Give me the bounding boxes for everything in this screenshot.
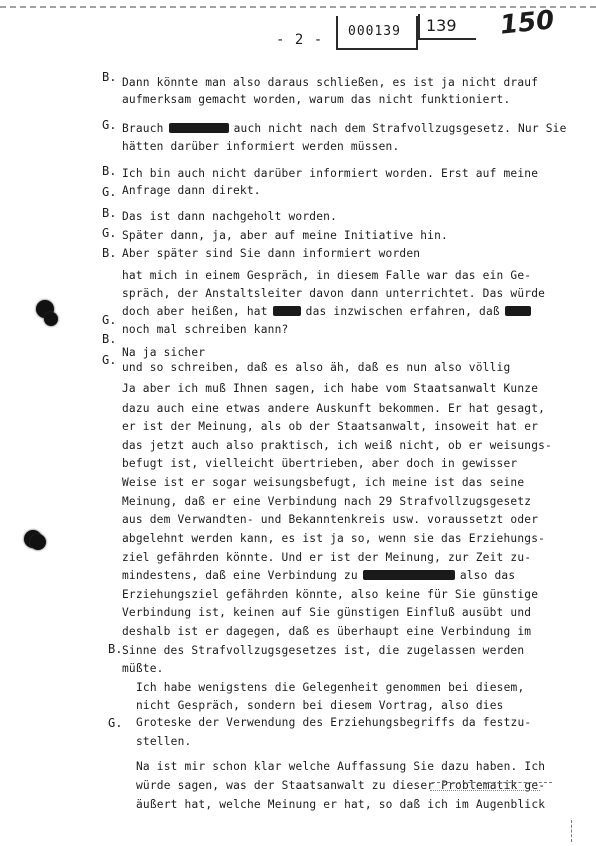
transcript-line xyxy=(122,569,515,582)
transcript-line xyxy=(122,402,545,415)
transcript-line xyxy=(122,551,531,564)
speaker-label: B. xyxy=(102,206,117,220)
line-text: Brauch xyxy=(122,122,164,135)
line-text: Aber später sind Sie dann informiert worden xyxy=(122,247,421,260)
speaker-label: G. xyxy=(102,226,117,240)
line-text: Na ja sicher xyxy=(122,346,206,359)
speaker-label: B. xyxy=(102,70,117,84)
line-text: Ich habe wenigstens die Gelegenheit genommen bei diesem, xyxy=(136,681,525,694)
redaction-bar xyxy=(363,570,455,580)
transcript-line xyxy=(122,476,524,489)
punch-hole-icon xyxy=(44,312,58,326)
transcript-line xyxy=(122,606,531,619)
transcript-line xyxy=(122,76,538,89)
archive-stamp-side xyxy=(418,14,476,40)
transcript-line xyxy=(122,122,567,135)
transcript-line xyxy=(122,625,531,638)
line-text: Meinung, daß er eine Verbindung nach 29 Strafvollzugsgesetz xyxy=(122,495,532,508)
line-text: Weise ist er sogar weisungsbefugt, ich meine ist das seine xyxy=(122,476,525,489)
line-text: hat mich in einem Gespräch, in diesem Falle war das ein Ge- xyxy=(122,269,532,282)
line-text: nicht Gespräch, sondern bei diesem Vortrag, also dies xyxy=(136,699,504,712)
speaker-label: B. xyxy=(108,642,123,656)
bottom-dotted-line xyxy=(432,782,552,783)
speaker-label: G. xyxy=(102,118,117,132)
transcript-line xyxy=(122,532,545,545)
line-text: er ist der Meinung, als ob der Staatsanwalt, insoweit hat er xyxy=(122,420,539,433)
line-text: Groteske der Verwendung des Erziehungsbegriffs da festzu- xyxy=(136,716,532,729)
transcript-line xyxy=(122,588,538,601)
archive-stamp-number: 000139 xyxy=(348,24,401,39)
transcript-line xyxy=(122,361,510,374)
line-text: Erziehungsziel gefährden könnte, also keine für Sie günstige xyxy=(122,588,539,601)
transcript-line xyxy=(122,495,531,508)
line-text: Verbindung ist, keinen auf Sie günstigen Einfluß ausübt und xyxy=(122,606,532,619)
speaker-label: G. xyxy=(102,185,117,199)
transcript-line xyxy=(122,346,205,359)
transcript-line xyxy=(122,420,538,433)
transcript-line xyxy=(136,760,545,773)
line-text: stellen. xyxy=(136,735,192,748)
line-text: würde sagen, was der Staatsanwalt zu dieser Problematik ge- xyxy=(136,779,546,792)
transcript-line xyxy=(136,798,545,811)
line-text: das jetzt auch also praktisch, ich weiß nicht, ob er weisungs- xyxy=(122,439,552,452)
line-text: Sinne des Strafvollzugsgesetzes ist, die zugelassen werden xyxy=(122,644,525,657)
line-text: deshalb ist er dagegen, daß es überhaupt eine Verbindung im xyxy=(122,625,532,638)
line-text: mindestens, daß eine Verbindung zu xyxy=(122,569,358,582)
page-number: - 2 - xyxy=(276,32,324,48)
transcript-line xyxy=(122,662,164,675)
line-text: äußert hat, welche Meinung er hat, so daß ich im Augenblick xyxy=(136,798,546,811)
transcript-line xyxy=(122,229,448,242)
transcript-line xyxy=(136,681,524,694)
redaction-bar xyxy=(273,306,301,316)
transcript-line xyxy=(122,439,552,452)
line-text: Na ist mir schon klar welche Auffassung Sie dazu haben. Ich xyxy=(136,760,546,773)
transcript-line xyxy=(122,167,538,180)
speaker-label: B. xyxy=(102,332,117,346)
line-text: hätten darüber informiert werden müssen. xyxy=(122,140,400,153)
transcript-line xyxy=(136,735,191,748)
transcript-line xyxy=(122,184,261,197)
transcript-line xyxy=(122,140,399,153)
redaction-bar xyxy=(505,306,531,316)
line-text: abgelehnt werden kann, es ist ja so, wenn sie das Erziehungs- xyxy=(122,532,546,545)
transcript-line xyxy=(122,305,531,318)
speaker-label: G. xyxy=(102,313,117,327)
line-text: Dann könnte man also daraus schließen, es ist ja nicht drauf xyxy=(122,76,539,89)
line-text: auch nicht nach dem Strafvollzugsgesetz. Nur Sie xyxy=(233,122,567,135)
transcript-line xyxy=(122,513,538,526)
line-text: das inzwischen erfahren, daß xyxy=(305,305,500,318)
edge-marks xyxy=(571,820,584,842)
transcript-line xyxy=(122,269,531,282)
line-text: also das xyxy=(459,569,516,582)
line-text: ziel gefährden könnte. Und er ist der Meinung, zur Zeit zu- xyxy=(122,551,532,564)
line-text: Später dann, ja, aber auf meine Initiative hin. xyxy=(122,229,448,242)
line-text: spräch, der Anstaltsleiter davon dann unterrichtet. Das würde xyxy=(122,287,546,300)
archive-stamp-side-number: 139 xyxy=(426,16,457,35)
transcript-line xyxy=(136,716,531,729)
transcript-line xyxy=(122,644,524,657)
line-text: Ja aber ich muß Ihnen sagen, ich habe vom Staatsanwalt Kunze xyxy=(122,382,539,395)
line-text: noch mal schreiben kann? xyxy=(122,323,289,336)
line-text: befugt ist, vielleicht übertrieben, aber doch in gewisser xyxy=(122,457,518,470)
line-text: Ich bin auch nicht darüber informiert worden. Erst auf meine xyxy=(122,167,539,180)
handwritten-page-number: 150 xyxy=(498,5,556,41)
archive-stamp xyxy=(336,16,418,50)
line-text: dazu auch eine etwas andere Auskunft bekommen. Er hat gesagt, xyxy=(122,402,546,415)
speaker-label: G. xyxy=(108,716,123,730)
punch-hole-icon xyxy=(30,534,46,550)
transcript-line xyxy=(122,457,517,470)
transcript-line xyxy=(122,323,288,336)
redaction-bar xyxy=(169,123,229,133)
transcript-line xyxy=(122,93,510,106)
line-text: doch aber heißen, hat xyxy=(122,305,268,318)
transcript-line xyxy=(122,210,337,223)
line-text: aus dem Verwandten- und Bekanntenkreis usw. voraussetzt oder xyxy=(122,513,539,526)
transcript-line xyxy=(122,247,420,260)
line-text: und so schreiben, daß es also äh, daß es nun also völlig xyxy=(122,361,511,374)
line-text: Das ist dann nachgeholt worden. xyxy=(122,210,337,223)
transcript-line xyxy=(136,699,504,712)
bottom-dotted-line xyxy=(430,790,540,791)
line-text: aufmerksam gemacht worden, warum das nicht funktioniert. xyxy=(122,93,511,106)
transcript-line xyxy=(122,382,538,395)
speaker-label: B. xyxy=(102,164,117,178)
transcript-line xyxy=(122,287,545,300)
line-text: müßte. xyxy=(122,662,164,675)
line-text: Anfrage dann direkt. xyxy=(122,184,261,197)
speaker-label: G. xyxy=(102,353,117,367)
speaker-label: B. xyxy=(102,246,117,260)
top-edge-perforation xyxy=(0,0,596,8)
